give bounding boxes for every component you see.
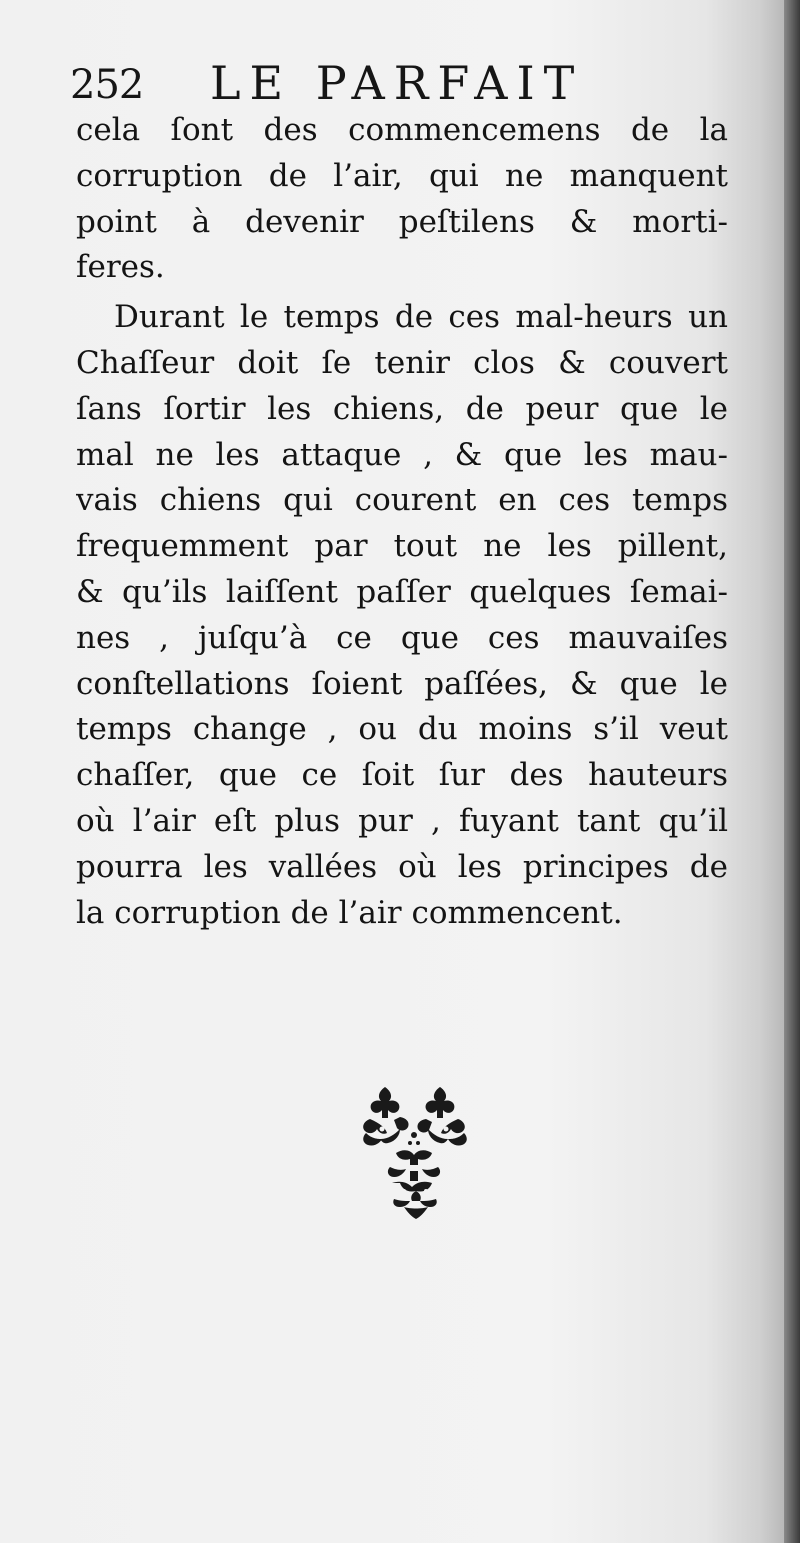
text-line: cela ſont des commencemens de la — [76, 112, 728, 148]
text-line: & qu’ils laiſſent paſſer quelques ſemai- — [76, 573, 728, 610]
fleuron-ornament-icon — [360, 1083, 470, 1223]
text-line: Durant le temps de ces mal-heurs un — [114, 299, 728, 336]
text-line: pourra les vallées où les principes de — [76, 848, 728, 885]
text-line: frequemment par tout ne les pillent, — [76, 528, 728, 565]
text-line: vais chiens qui courent en ces temps — [76, 482, 728, 519]
text-line: point à devenir peſtilens & morti- — [76, 203, 728, 240]
running-head: LE PARFAIT — [210, 56, 584, 110]
page-number: 252 — [70, 62, 144, 108]
text-line: ſans ſortir les chiens, de peur que le — [76, 390, 728, 427]
text-line: corruption de l’air, qui ne manquent — [76, 157, 728, 194]
page-edge — [784, 0, 800, 1543]
text-line: Chaſſeur doit ſe tenir clos & couvert — [76, 344, 728, 381]
text-line: nes , juſqu’à ce que ces mauvaiſes — [76, 619, 728, 656]
text-line: conſtellations ſoient paſſées, & que le — [76, 665, 728, 702]
text-line: où l’air eſt plus pur , fuyant tant qu’il — [76, 802, 728, 839]
page-header — [70, 52, 730, 112]
body-text — [76, 108, 728, 936]
text-line: feres. — [76, 249, 165, 286]
text-line: temps change , ou du moins s’il veut — [76, 711, 728, 748]
text-line: chaſſer, que ce ſoit ſur des hauteurs — [76, 757, 728, 794]
text-line: la corruption de l’air commencent. — [76, 894, 623, 931]
text-line: mal ne les attaque , & que les mau- — [76, 436, 728, 473]
